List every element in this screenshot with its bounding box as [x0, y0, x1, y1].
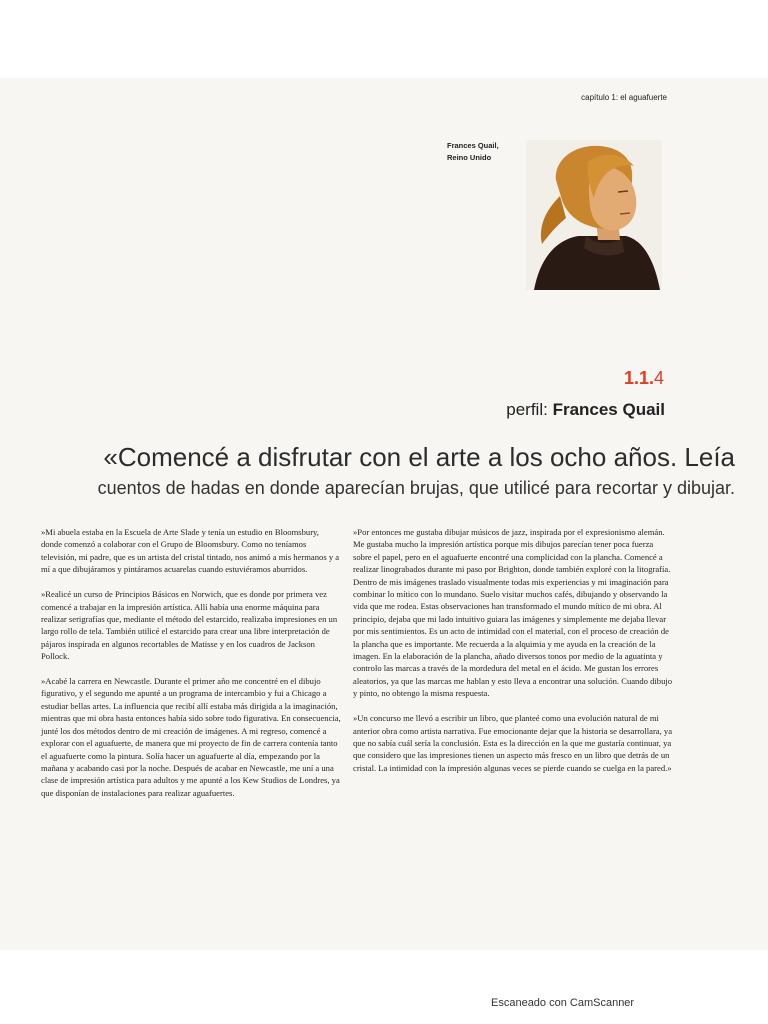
section-person-name: Frances Quail: [552, 400, 665, 419]
photo-caption-name: Frances Quail,: [447, 141, 499, 150]
scanner-watermark: Escaneado con CamScanner: [491, 997, 635, 1009]
portrait-photo: [526, 140, 662, 290]
section-label: perfil:: [506, 400, 548, 419]
portrait-illustration: [526, 140, 662, 290]
section-title: [506, 400, 665, 420]
section-number-main: 1.1.: [623, 368, 654, 388]
paragraph: »Acabé la carrera en Newcastle. Durante el primer año me concentré en el dibujo figurativo, y el segundo me apunté a un programa de intercambio y fui a Chicago a estudiar bellas artes. La influencia que recibí allí estaba más dirigida a la imaginación, mientras que mi obra hasta entonces había sido sobre todo figurativa. En consecuencia, junté los dos métodos dentro de mi creación de imágenes. A mi regreso, comencé a explorar con el aguafuerte, de manera que mi proyecto de fin de carrera contenía tanto el aguafuerte como la pintura. Solía hacer un aguafuerte al día, empezando por la mañana y acabando casi por la noche. Después de acabar en Newcastle, me uní a una clase de impresión artística para adultos y me apunté a los Kew Studios de Londres, ya que disponían de instalaciones para realizar aguafuertes.: [41, 676, 341, 798]
paragraph: »Por entonces me gustaba dibujar músicos de jazz, inspirada por el expresionismo alemán. Me gustaba mucho la impresión artística porque mis dibujos parecían tener poca fuerza sobre el papel, pero en el aguafuerte encontré una complicidad con la plancha. Comencé a realizar linograbados durante mi paso por Brighton, donde también exploré con la litografía. Dentro de mis imágenes traslado visualmente todas mis experiencias y mi imaginación para combinar lo mítico con lo mundano. Suelo visitar muchos cafés, dibujando y observando la vida que me rodea. Estas observaciones han transformado el mundo mítico de mi obra. Al principio, dejaba que mi lado intuitivo guiara las imágenes y simplemente me dejaba llevar por mis sentimientos. Es un acto de intimidad con el material, con el proceso de creación de la plancha que es importante. Me recuerda a la alquimia y me ayuda en la creación de la imagen. En la elaboración de la plancha, añado diversos tonos por medio de la aguatinta y controlo las marcas a través de la mordedura del metal en el ácido. Me gustan los errores aleatorios, ya que las marcas me hablan y esto lleva a encontrar una solución. Cuando dibujo y pinto, no obtengo la misma respuesta.: [353, 527, 673, 699]
paragraph: »Mi abuela estaba en la Escuela de Arte Slade y tenía un estudio en Bloomsbury, donde comenzó a colaborar con el Grupo de Bloomsbury. Como no teníamos televisión, mi padre, que es un artista del cristal tintado, nos animó a mis hermanos y a mí a que dibujáramos y pintáramos acuarelas cuando estuviéramos aburridos.: [41, 527, 340, 575]
paragraph: »Realicé un curso de Principios Básicos en Norwich, que es donde por primera vez comencé a trabajar en la impresión artística. Allí había una enorme máquina para realizar serigrafías que, mediante el método del estarcido, realizaba impresiones en un largo rollo de tela. También utilicé el estarcido para crear una libre interpretación de pájaros inspirada en algunos recortables de Matisse y en los cuadros de Jackson Pollock.: [41, 589, 338, 662]
pull-quote: [15, 440, 735, 502]
body-column-right: [353, 526, 673, 787]
pull-quote-line-2: cuentos de hadas en donde aparecían brujas, que utilicé para recortar y dibujar.: [97, 478, 735, 498]
running-head: capítulo 1: el aguafuerte: [581, 93, 667, 102]
photo-caption-place: Reino Unido: [447, 153, 492, 162]
pull-quote-line-1: «Comencé a disfrutar con el arte a los ocho años. Leía: [103, 442, 735, 472]
photo-caption: [447, 140, 499, 164]
body-column-left: [41, 526, 341, 812]
section-number-sub: 4: [653, 368, 664, 388]
paragraph: »Un concurso me llevó a escribir un libro, que planteé como una evolución natural de mi anterior obra como artista narrativa. Fue emocionante dejar que la historia se desarrollara, ya que no sabía cuál sería la conclusión. Esta es la dirección en la que me gustaría continuar, ya que considero que las impresiones tienen un aspecto más fresco en un libro que detrás de un cristal. La intimidad con la impresión algunas veces se pierde cuando se cuelga en la pared.»: [353, 713, 673, 773]
section-number: [624, 368, 664, 389]
